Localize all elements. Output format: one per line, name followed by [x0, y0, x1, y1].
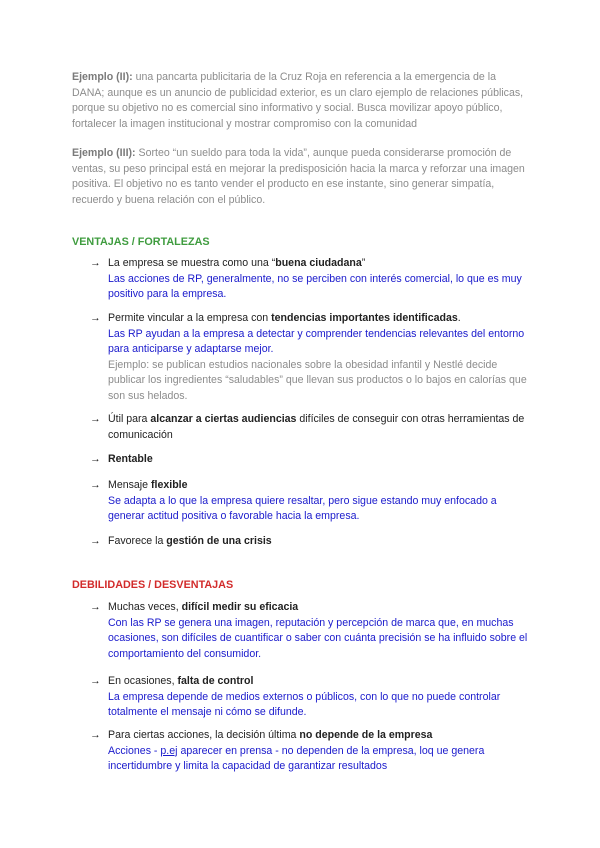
- debilidades-heading: DEBILIDADES / DESVENTAJAS: [72, 579, 234, 591]
- ventaja-title-post: ”: [361, 257, 366, 269]
- ventaja-title: [108, 412, 530, 443]
- arrow-icon: →: [90, 535, 101, 547]
- debilidad-title-pre: En ocasiones,: [108, 675, 178, 687]
- arrow-icon: →: [90, 257, 101, 269]
- example-3-paragraph: [72, 146, 528, 208]
- debilidad-title-bold: no depende de la empresa: [299, 729, 433, 741]
- debilidad-item: [90, 600, 530, 662]
- ventaja-title: [108, 534, 530, 550]
- ventaja-title-bold: gestión de una crisis: [166, 535, 272, 547]
- ventajas-heading: VENTAJAS / FORTALEZAS: [72, 236, 210, 248]
- ventaja-title-post: difíciles de conseguir con otras herramientas de comunicación: [108, 413, 525, 441]
- ventaja-title-pre: La empresa se muestra como una “: [108, 257, 276, 269]
- debilidad-explanation: Con las RP se genera una imagen, reputación y percepción de marca que, en muchas ocasiones, son difíciles de cuantificar o saber con cuánta precisión se ha influido sobre el comportamiento del consumidor.: [108, 616, 528, 660]
- ventaja-title: [108, 452, 530, 468]
- debilidad-item: [90, 674, 530, 721]
- ventaja-title-post: .: [457, 312, 461, 324]
- ventaja-title-pre: Útil para: [108, 413, 151, 425]
- arrow-icon: →: [90, 675, 101, 687]
- debilidad-explanation-post: aparecer en prensa - no dependen de la empresa, loq ue genera incertidumbre y limita la capacidad de garantizar resultados: [108, 744, 485, 773]
- ventaja-item: [90, 256, 530, 303]
- arrow-icon: →: [90, 413, 101, 425]
- ventaja-item: [90, 412, 530, 443]
- ventaja-title-pre: Mensaje: [108, 479, 151, 491]
- ventaja-title: [108, 311, 530, 327]
- arrow-icon: →: [90, 479, 101, 491]
- debilidad-title: [108, 674, 530, 690]
- example-2-label: Ejemplo (II):: [72, 71, 133, 83]
- ventaja-example: Ejemplo: se publican estudios nacionales sobre la obesidad infantil y Nestlé decide publicar los ingredientes “saludables” que llevan sus productos o lo bajos en calorías que son sus helados.: [108, 358, 527, 402]
- example-3-label: Ejemplo (III):: [72, 147, 136, 159]
- ventaja-title: [108, 256, 530, 272]
- arrow-icon: →: [90, 601, 101, 613]
- debilidad-explanation: La empresa depende de medios externos o públicos, con lo que no puede controlar totalmente el mensaje ni cómo se difunde.: [108, 690, 501, 719]
- debilidad-title-bold: difícil medir su eficacia: [181, 601, 299, 613]
- ventaja-title-pre: Permite vincular a la empresa con: [108, 312, 272, 324]
- ventaja-title-bold: Rentable: [108, 453, 153, 465]
- debilidad-explanation-underlined: p.ej: [160, 744, 178, 757]
- ventaja-item: [90, 534, 530, 550]
- example-3-text: Sorteo “un sueldo para toda la vida”, aunque pueda considerarse promoción de ventas, su peso principal está en mejorar la predisposición hacia la marca y reforzar una imagen positiva. El objetivo no es tanto vender el producto en ese instante, sino generar simpatía, recuerdo y buena relación con el público.: [72, 147, 525, 206]
- ventaja-explanation: Se adapta a lo que la empresa quiere resaltar, pero sigue estando muy enfocado a generar actitud positiva o favorable hacia la empresa.: [108, 494, 497, 523]
- arrow-icon: →: [90, 453, 101, 465]
- ventaja-title-pre: Favorece la: [108, 535, 167, 547]
- debilidad-explanation: [108, 744, 530, 775]
- arrow-icon: →: [90, 729, 101, 741]
- debilidad-title-pre: Muchas veces,: [108, 601, 182, 613]
- ventaja-item: [90, 452, 530, 468]
- ventaja-title-bold: alcanzar a ciertas audiencias: [150, 413, 297, 425]
- ventaja-item: [90, 311, 530, 405]
- ventaja-title: [108, 478, 530, 494]
- debilidad-item: [90, 728, 530, 775]
- ventaja-title-bold: flexible: [151, 479, 188, 491]
- ventaja-explanation: Las acciones de RP, generalmente, no se perciben con interés comercial, lo que es muy positivo para la empresa.: [108, 272, 522, 301]
- debilidad-title: [108, 600, 530, 616]
- ventaja-item: [90, 478, 530, 525]
- debilidad-title-bold: falta de control: [177, 675, 254, 687]
- ventaja-title-bold: tendencias importantes identificadas: [271, 312, 458, 324]
- arrow-icon: →: [90, 312, 101, 324]
- debilidad-title-pre: Para ciertas acciones, la decisión última: [108, 729, 300, 741]
- debilidad-title: [108, 728, 530, 744]
- ventaja-explanation: Las RP ayudan a la empresa a detectar y comprender tendencias relevantes del entorno para anticiparse y adaptarse mejor.: [108, 327, 525, 356]
- ventaja-title-bold: buena ciudadana: [275, 257, 362, 269]
- example-2-text: una pancarta publicitaria de la Cruz Roja en referencia a la emergencia de la DANA; aunque es un anuncio de publicidad exterior, es un claro ejemplo de relaciones públicas, porque su objetivo no es comercial sino informativo y social. Busca movilizar apoyo público, fortalecer la imagen institucional y mostrar compromiso con la comunidad: [72, 71, 524, 130]
- debilidad-explanation-pre: Acciones -: [108, 744, 161, 757]
- example-2-paragraph: [72, 70, 528, 132]
